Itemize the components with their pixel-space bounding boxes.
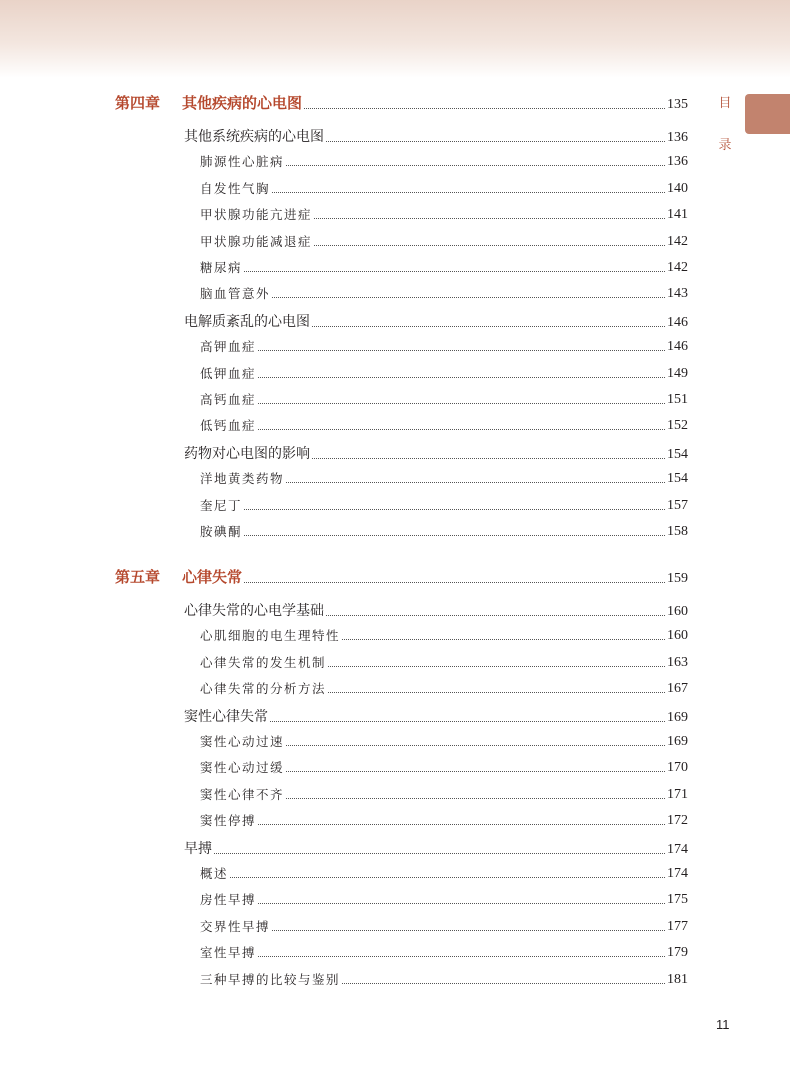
- page-ref: 135: [667, 97, 688, 112]
- toc-subsection-entry[interactable]: [200, 626, 688, 644]
- page-ref: 179: [667, 945, 688, 961]
- subsection-title: 交界性早搏: [200, 918, 271, 934]
- toc-subsection-entry[interactable]: [200, 653, 688, 671]
- dot-leader: [258, 429, 665, 430]
- toc-subsection-entry[interactable]: [200, 758, 688, 776]
- toc-section-entry[interactable]: [184, 443, 688, 463]
- page-ref: 154: [667, 446, 688, 462]
- toc-subsection-entry[interactable]: [200, 679, 688, 697]
- page-ref: 146: [667, 339, 688, 355]
- subsection-title: 自发性气胸: [200, 180, 271, 196]
- toc-subsection-entry[interactable]: [200, 917, 688, 935]
- subsection-title: 高钾血症: [200, 339, 257, 355]
- page-ref: 160: [667, 604, 688, 619]
- page-ref: 142: [667, 260, 688, 275]
- toc-subsection-entry[interactable]: [200, 943, 688, 961]
- page-ref: 151: [667, 392, 688, 407]
- toc-section-entry[interactable]: [184, 600, 688, 620]
- subsection-title: 三种早搏的比较与鉴别: [200, 971, 341, 987]
- toc-subsection-entry[interactable]: [200, 522, 688, 540]
- subsection-title: 肺源性心脏病: [200, 154, 285, 170]
- page-ref: 157: [667, 497, 688, 513]
- dot-leader: [314, 245, 665, 246]
- dot-leader: [258, 350, 665, 351]
- section-title: 其他系统疾病的心电图: [184, 129, 324, 145]
- dot-leader: [230, 877, 665, 878]
- page-ref: 154: [667, 471, 688, 487]
- toc-subsection-entry[interactable]: [200, 337, 688, 355]
- toc-subsection-entry[interactable]: [200, 496, 688, 514]
- chapter-number: 第四章: [115, 94, 161, 112]
- page-ref: 174: [667, 866, 688, 881]
- toc-subsection-entry[interactable]: [200, 152, 688, 170]
- toc-subsection-entry[interactable]: [200, 416, 688, 434]
- toc-subsection-entry[interactable]: [200, 811, 688, 829]
- chapter-number: 第五章: [115, 568, 161, 586]
- dot-leader: [258, 903, 665, 904]
- toc-subsection-entry[interactable]: [200, 364, 688, 382]
- page-ref: 140: [667, 180, 688, 196]
- toc-chapter-entry[interactable]: [115, 566, 688, 587]
- subsection-title: 心律失常的发生机制: [200, 654, 327, 670]
- page-ref: 146: [667, 314, 688, 330]
- dot-leader: [258, 824, 665, 825]
- chapter-title: 其他疾病的心电图: [182, 94, 303, 112]
- toc-section-entry[interactable]: [184, 706, 688, 726]
- toc-subsection-entry[interactable]: [200, 469, 688, 487]
- chapter-label: [115, 566, 242, 587]
- dot-leader: [328, 666, 665, 667]
- dot-leader: [244, 582, 665, 583]
- dot-leader: [244, 535, 665, 536]
- toc-subsection-entry[interactable]: [200, 864, 688, 882]
- toc-subsection-entry[interactable]: [200, 390, 688, 408]
- toc-section-entry[interactable]: [184, 838, 688, 858]
- toc-subsection-entry[interactable]: [200, 732, 688, 750]
- dot-leader: [258, 956, 665, 957]
- section-title: 药物对心电图的影响: [184, 445, 310, 462]
- dot-leader: [326, 615, 665, 616]
- subsection-title: 房性早搏: [200, 892, 257, 908]
- page-ref: 172: [667, 813, 688, 829]
- dot-leader: [258, 403, 665, 404]
- toc-section-entry[interactable]: [184, 311, 688, 331]
- page-ref: 169: [667, 734, 688, 749]
- page-number: 11: [716, 1017, 730, 1032]
- page-ref: 167: [667, 681, 688, 697]
- page-ref: 175: [667, 892, 688, 908]
- dot-leader: [286, 771, 665, 772]
- chapter-title: 心律失常: [182, 568, 243, 586]
- subsection-title: 低钾血症: [200, 365, 257, 381]
- section-tab-marker: [745, 94, 790, 134]
- subsection-title: 室性早搏: [200, 945, 257, 961]
- subsection-title: 胺碘酮: [200, 524, 243, 539]
- dot-leader: [304, 108, 665, 109]
- subsection-title: 心肌细胞的电生理特性: [200, 628, 341, 644]
- subsection-title: 窦性心律不齐: [200, 786, 285, 802]
- chapter-label: [115, 92, 302, 113]
- page-ref: 170: [667, 760, 688, 776]
- section-title: 心律失常的心电学基础: [184, 603, 324, 619]
- section-title: 电解质紊乱的心电图: [184, 313, 310, 330]
- toc-subsection-entry[interactable]: [200, 205, 688, 223]
- subsection-title: 脑血管意外: [200, 286, 271, 302]
- toc-subsection-entry[interactable]: [200, 284, 688, 302]
- dot-leader: [272, 192, 665, 193]
- subsection-title: 高钙血症: [200, 392, 257, 407]
- subsection-title: 奎尼丁: [200, 497, 243, 513]
- dot-leader: [314, 218, 665, 219]
- subsection-title: 心律失常的分析方法: [200, 681, 327, 697]
- toc-chapter-entry[interactable]: [115, 92, 688, 113]
- dot-leader: [326, 141, 665, 142]
- dot-leader: [270, 721, 665, 722]
- dot-leader: [342, 983, 665, 984]
- toc-subsection-entry[interactable]: [200, 179, 688, 197]
- side-label-char-2: 录: [718, 138, 732, 153]
- subsection-title: 甲状腺功能亢进症: [200, 207, 313, 223]
- page-ref: 177: [667, 918, 688, 934]
- dot-leader: [272, 930, 665, 931]
- page-ref: 160: [667, 628, 688, 644]
- dot-leader: [272, 297, 665, 298]
- page-ref: 158: [667, 524, 688, 539]
- page-ref: 181: [667, 971, 688, 987]
- page-ref: 141: [667, 207, 688, 223]
- section-title: 窦性心律失常: [184, 708, 268, 725]
- page-ref: 142: [667, 233, 688, 249]
- dot-leader: [342, 639, 665, 640]
- dot-leader: [258, 377, 665, 378]
- subsection-title: 窦性停搏: [200, 813, 257, 829]
- page-ref: 136: [667, 154, 688, 170]
- toc-subsection-entry[interactable]: [200, 970, 688, 988]
- header-band: [0, 0, 790, 78]
- page-ref: 152: [667, 418, 688, 434]
- section-title: 早搏: [184, 840, 212, 857]
- toc-subsection-entry[interactable]: [200, 258, 688, 276]
- subsection-title: 低钙血症: [200, 418, 257, 434]
- dot-leader: [244, 509, 665, 510]
- subsection-title: 概述: [200, 866, 229, 881]
- dot-leader: [312, 326, 665, 327]
- subsection-title: 洋地黄类药物: [200, 471, 285, 487]
- dot-leader: [286, 745, 665, 746]
- toc-subsection-entry[interactable]: [200, 785, 688, 803]
- page-ref: 174: [667, 841, 688, 857]
- subsection-title: 糖尿病: [200, 260, 243, 275]
- dot-leader: [312, 458, 665, 459]
- page-ref: 143: [667, 286, 688, 302]
- dot-leader: [328, 692, 665, 693]
- toc-section-entry[interactable]: [184, 126, 688, 146]
- subsection-title: 窦性心动过速: [200, 734, 285, 749]
- dot-leader: [286, 165, 665, 166]
- toc-subsection-entry[interactable]: [200, 890, 688, 908]
- page-ref: 163: [667, 654, 688, 670]
- page-ref: 136: [667, 130, 688, 145]
- toc-subsection-entry[interactable]: [200, 232, 688, 250]
- dot-leader: [286, 482, 665, 483]
- page-ref: 149: [667, 365, 688, 381]
- dot-leader: [214, 853, 665, 854]
- subsection-title: 甲状腺功能减退症: [200, 233, 313, 249]
- dot-leader: [286, 798, 665, 799]
- subsection-title: 窦性心动过缓: [200, 760, 285, 776]
- side-label-char-1: 目: [718, 96, 732, 111]
- page-ref: 171: [667, 786, 688, 802]
- dot-leader: [244, 271, 665, 272]
- page-ref: 159: [667, 571, 688, 586]
- page-ref: 169: [667, 709, 688, 725]
